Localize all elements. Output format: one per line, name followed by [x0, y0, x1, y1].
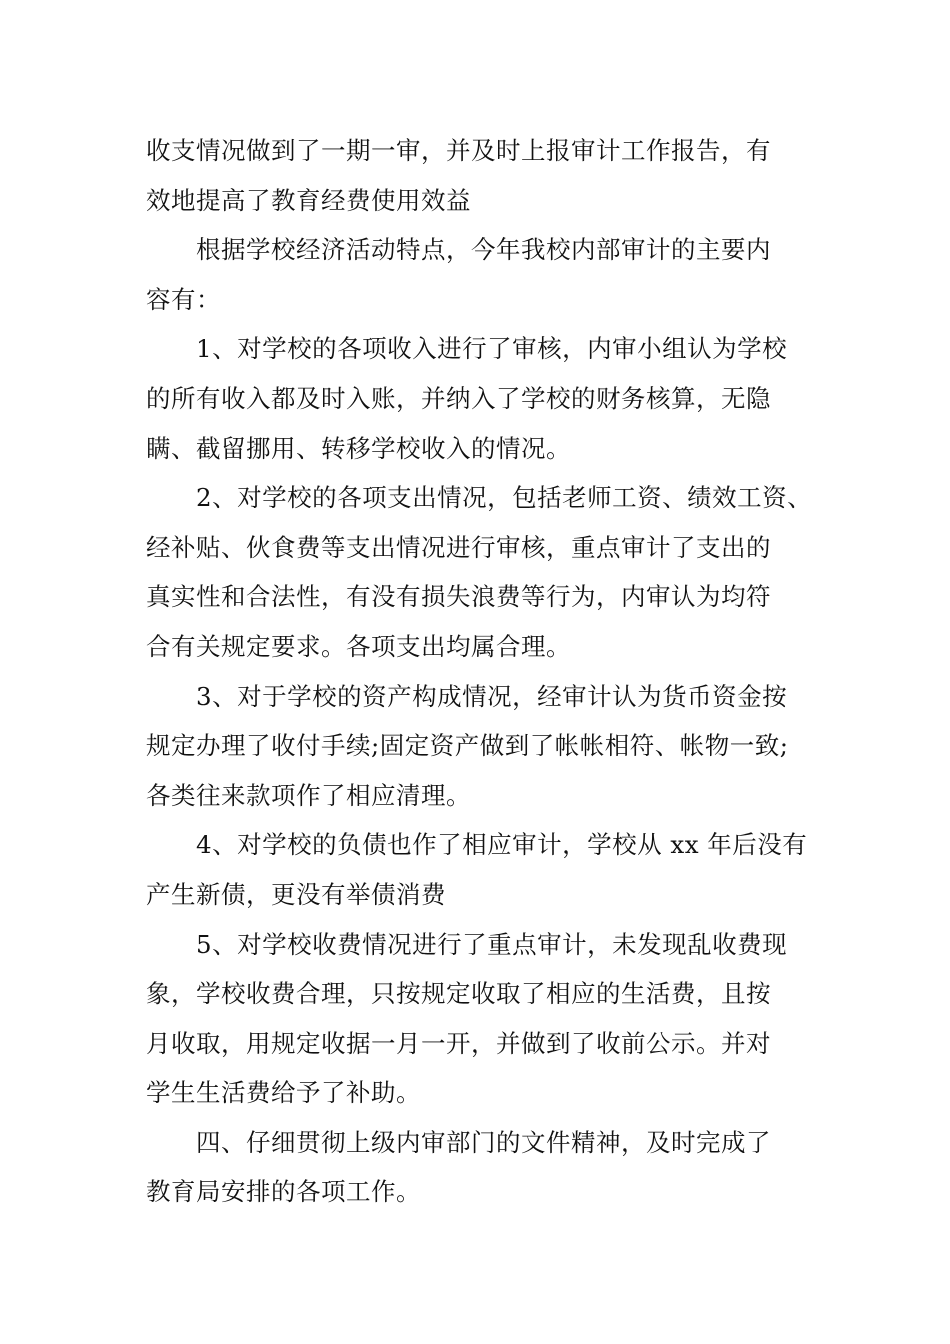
text-line: 根据学校经济活动特点，今年我校内部审计的主要内: [196, 235, 771, 265]
text-line: 2、对学校的各项支出情况，包括老师工资、绩效工资、: [196, 483, 813, 513]
text-line: 规定办理了收付手续;固定资产做到了帐帐相符、帐物一致;: [146, 731, 789, 761]
text-line: 3、对于学校的资产构成情况，经审计认为货币资金按: [196, 681, 788, 711]
text-line: 教育局安排的各项工作。: [146, 1177, 421, 1207]
text-line: 容有：: [146, 284, 221, 314]
text-line: 瞒、截留挪用、转移学校收入的情况。: [146, 433, 571, 463]
text-line: 经补贴、伙食费等支出情况进行审核，重点审计了支出的: [146, 532, 771, 562]
text-line: 象，学校收费合理，只按规定收取了相应的生活费，且按: [146, 979, 771, 1009]
text-line: 合有关规定要求。各项支出均属合理。: [146, 631, 571, 661]
text-line: 5、对学校收费情况进行了重点审计，未发现乱收费现: [196, 929, 788, 959]
document-body: [146, 126, 826, 1217]
text-line: 四、仔细贯彻上级内审部门的文件精神，及时完成了: [196, 1127, 771, 1157]
text-line: 各类往来款项作了相应清理。: [146, 780, 471, 810]
text-line: 的所有收入都及时入账，并纳入了学校的财务核算，无隐: [146, 383, 771, 413]
text-line: 效地提高了教育经费使用效益: [146, 185, 471, 215]
text-line: 真实性和合法性，有没有损失浪费等行为，内审认为均符: [146, 582, 771, 612]
text-line: 收支情况做到了一期一审，并及时上报审计工作报告，有: [146, 136, 771, 165]
text-line: 1、对学校的各项收入进行了审核，内审小组认为学校: [196, 334, 788, 364]
text-line: 月收取，用规定收据一月一开，并做到了收前公示。并对: [146, 1028, 771, 1058]
text-line: 4、对学校的负债也作了相应审计，学校从 xx 年后没有: [196, 830, 808, 860]
text-line: 学生生活费给予了补助。: [146, 1078, 421, 1108]
text-line: 产生新债，更没有举债消费: [146, 879, 446, 909]
